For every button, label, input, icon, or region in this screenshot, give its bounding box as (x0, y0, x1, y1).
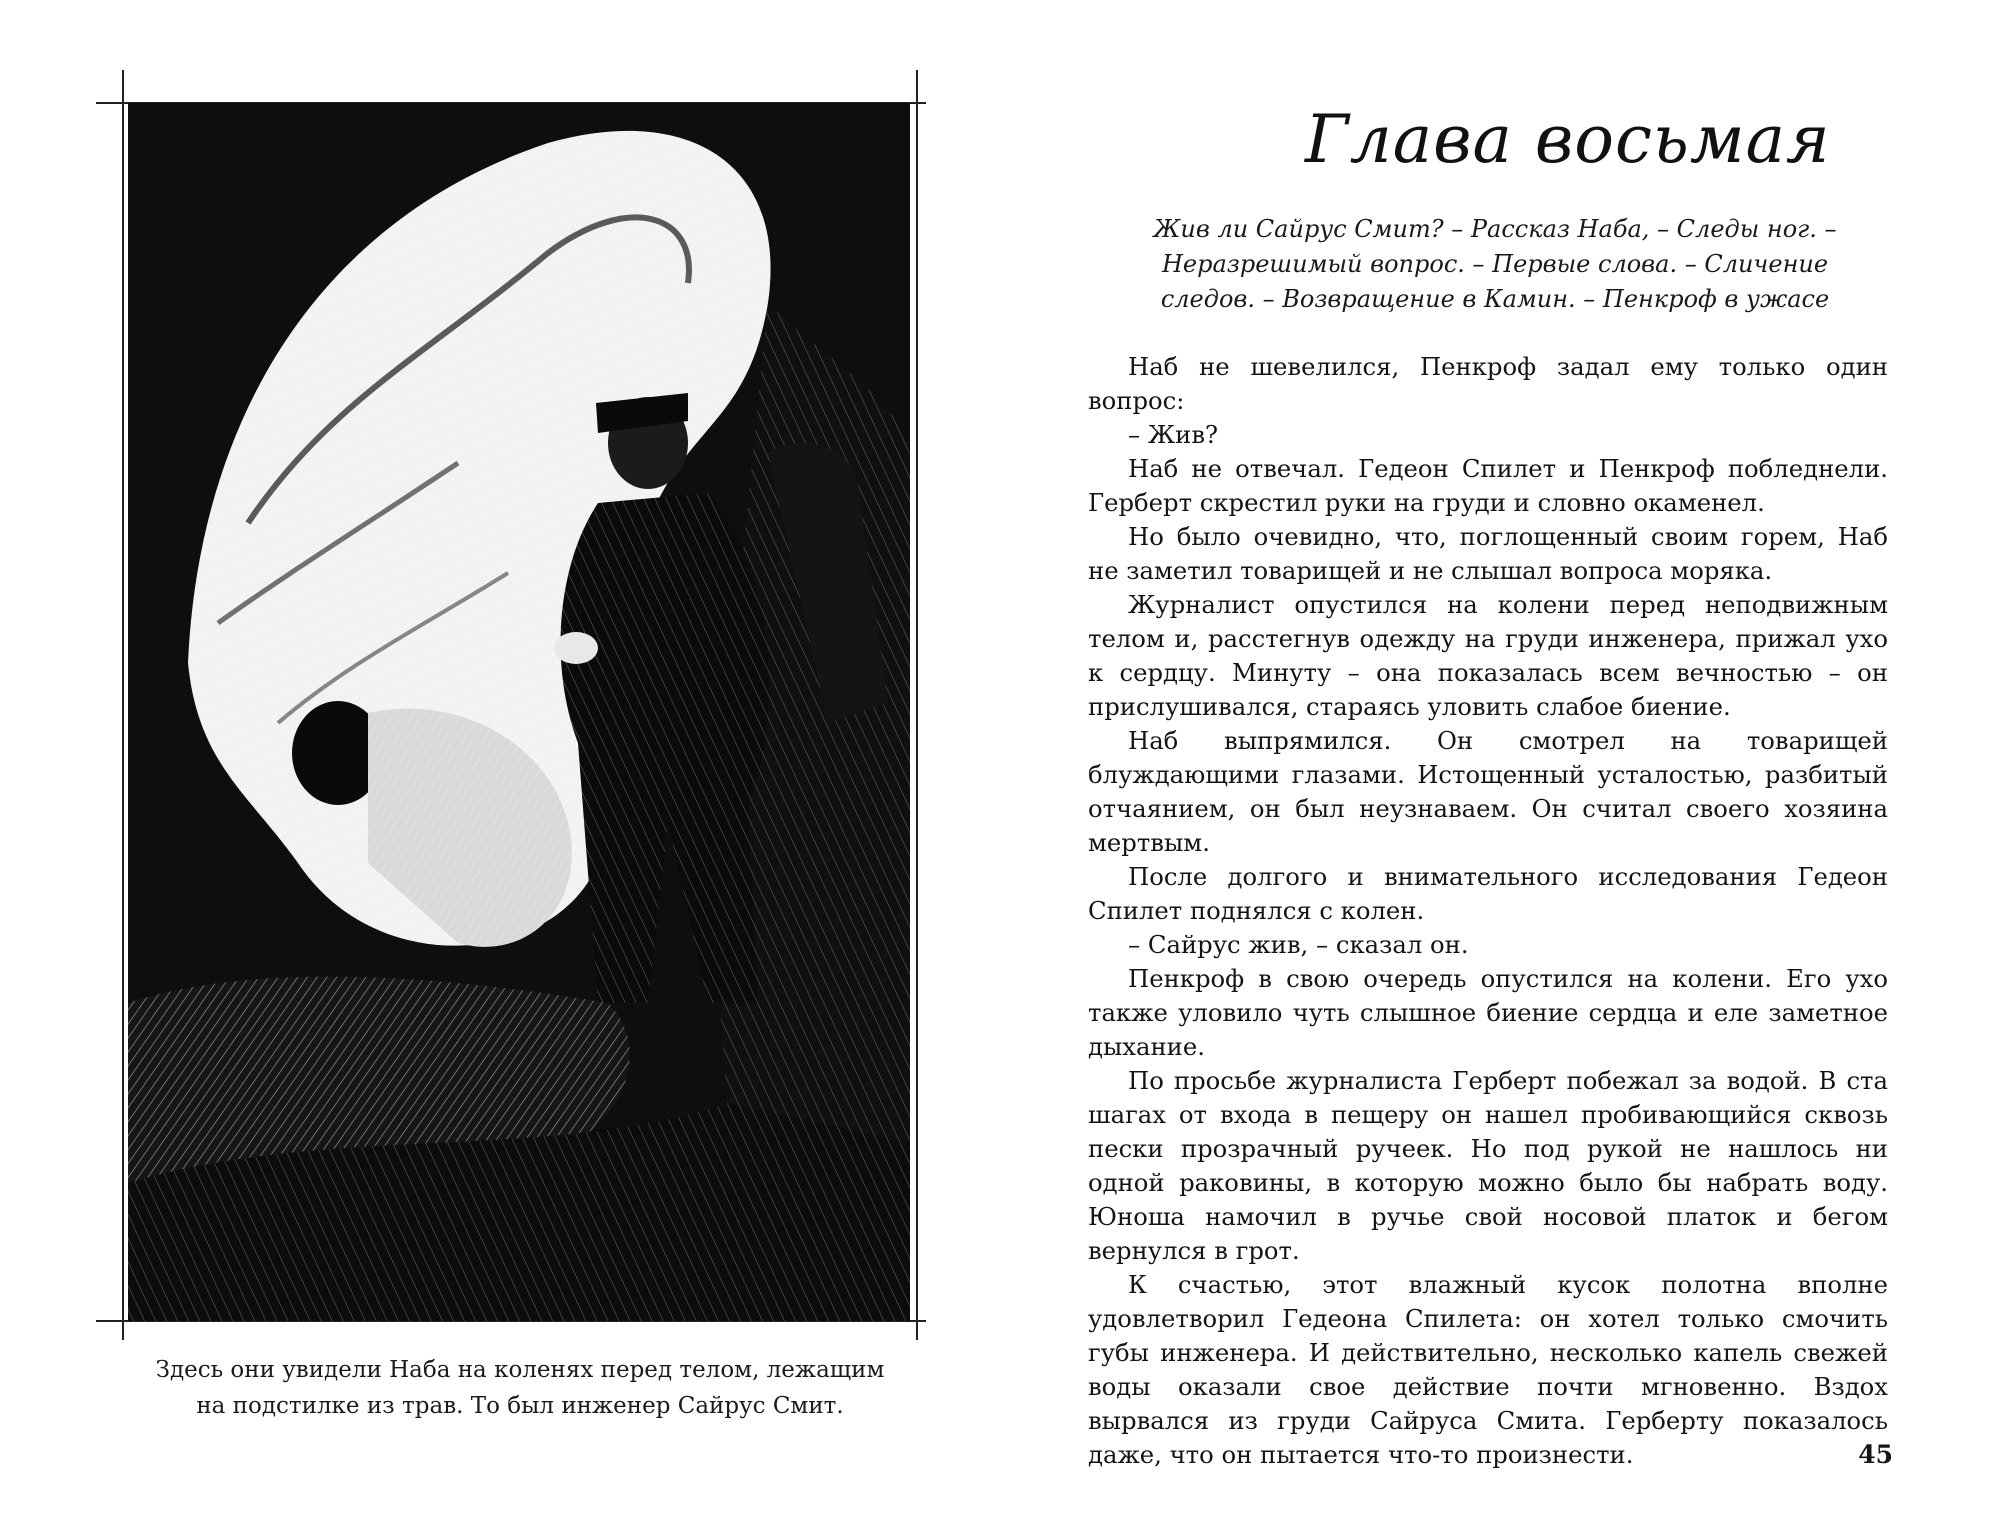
caption-line: на подстилке из трав. То был инженер Сайрус Смит. (196, 1393, 844, 1419)
paragraph: Но было очевидно, что, поглощенный своим горем, Наб не заметил товарищей и не слышал вопроса моряка. (1088, 522, 1888, 585)
engraving-illustration (128, 103, 910, 1321)
summary-line: следов. – Возвращение в Камин. – Пенкроф в ужасе (1160, 285, 1830, 313)
paragraph: Пенкроф в свою очередь опустился на колени. Его ухо также уловило чуть слышное биение сердца и еле заметное дыхание. (1088, 964, 1888, 1061)
frame-right-line (916, 70, 918, 1340)
paragraph: Наб не отвечал. Гедеон Спилет и Пенкроф побледнели. Герберт скрестил руки на груди и словно окаменел. (1088, 454, 1888, 517)
paragraph: – Сайрус жив, – сказал он. (1128, 930, 1469, 959)
paragraph: Наб не шевелился, Пенкроф задал ему только один вопрос: (1088, 352, 1888, 415)
paragraph: К счастью, этот влажный кусок полотна вполне удовлетворил Гедеона Спилета: он хотел только смочить губы инженера. И действительно, несколько капель свежей воды оказали свое действие почти мгновенно. Вздох вырвался из груди Сайруса Смита. Герберту показалось даже, что он пытается что-то произнести. (1088, 1270, 1888, 1469)
frame-left-line (122, 70, 124, 1340)
paragraph: По просьбе журналиста Герберт побежал за водой. В ста шагах от входа в пещеру он нашел пробивающийся сквозь пески прозрачный ручеек. Но под рукой не нашлось ни одной раковины, в которую можно было бы набрать воду. Юноша намочил в ручье свой носовой платок и бегом вернулся в грот. (1088, 1066, 1888, 1265)
summary-line: Жив ли Сайрус Смит? – Рассказ Наба, – Следы ног. – (1153, 215, 1837, 243)
paragraph: Наб выпрямился. Он смотрел на товарищей блуждающими глазами. Истощенный усталостью, разбитый отчаянием, он был неузнаваем. Он считал своего хозяина мертвым. (1088, 726, 1888, 857)
caption-line: Здесь они увидели Наба на коленях перед телом, лежащим (155, 1357, 885, 1383)
paragraph: После долгого и внимательного исследования Гедеон Спилет поднялся с колен. (1088, 862, 1888, 925)
illustration-caption (150, 1352, 890, 1424)
chapter-title: Глава восьмая (1305, 101, 1831, 178)
chapter-summary (1100, 212, 1890, 317)
paragraph: – Жив? (1128, 420, 1219, 449)
summary-line: Неразрешимый вопрос. – Первые слова. – Сличение (1161, 250, 1829, 278)
chapter-body (1088, 350, 1888, 1472)
paragraph: Журналист опустился на колени перед неподвижным телом и, расстегнув одежду на груди инженера, прижал ухо к сердцу. Минуту – она показалась всем вечностью – он прислушивался, стараясь уловить слабое биение. (1088, 590, 1888, 721)
cave-scene-engraving (128, 103, 910, 1321)
page-number: 45 (1858, 1440, 1893, 1469)
